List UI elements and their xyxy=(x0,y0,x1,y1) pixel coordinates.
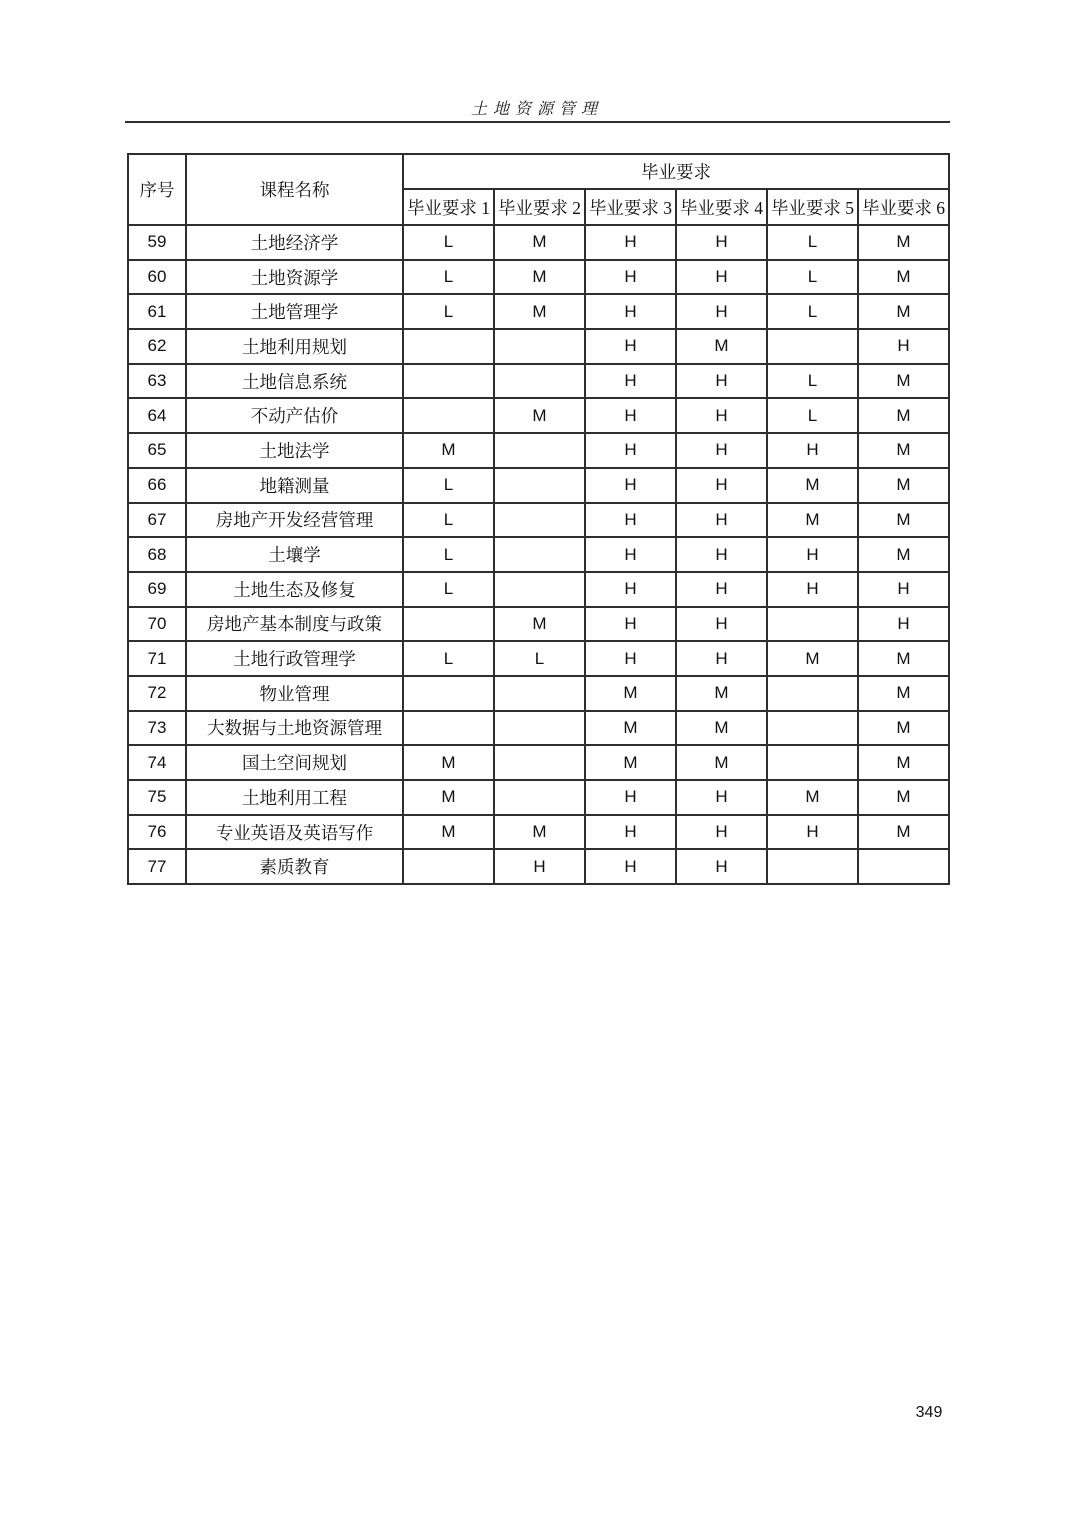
requirement-level-cell-req-3: H xyxy=(585,572,676,607)
course-name-cell: 土地利用规划 xyxy=(186,329,403,364)
course-name-cell: 土地利用工程 xyxy=(186,780,403,815)
requirement-level-cell-req-3: M xyxy=(585,711,676,746)
requirement-level-cell-req-2: M xyxy=(494,607,585,642)
table-row xyxy=(128,364,949,399)
requirement-level-cell-req-5 xyxy=(767,607,858,642)
course-seq-cell: 74 xyxy=(128,745,186,780)
requirement-level-cell-req-4: H xyxy=(676,364,767,399)
requirement-level-cell-req-3: H xyxy=(585,364,676,399)
course-name-cell: 土壤学 xyxy=(186,537,403,572)
requirement-level-cell-req-5: H xyxy=(767,433,858,468)
requirement-level-cell-req-5: H xyxy=(767,815,858,850)
table-row xyxy=(128,815,949,850)
column-header-req-3: 毕业要求 3 xyxy=(585,189,676,225)
course-seq-cell: 77 xyxy=(128,849,186,884)
table-row xyxy=(128,849,949,884)
column-header-req-5: 毕业要求 5 xyxy=(767,189,858,225)
requirement-level-cell-req-6: M xyxy=(858,537,949,572)
course-name-cell: 土地行政管理学 xyxy=(186,641,403,676)
course-seq-cell: 73 xyxy=(128,711,186,746)
column-header-req-4: 毕业要求 4 xyxy=(676,189,767,225)
requirement-level-cell-req-2 xyxy=(494,780,585,815)
requirement-level-cell-req-4: H xyxy=(676,780,767,815)
requirement-level-cell-req-6: M xyxy=(858,364,949,399)
requirement-level-cell-req-1: L xyxy=(403,537,494,572)
column-header-req-1: 毕业要求 1 xyxy=(403,189,494,225)
requirement-level-cell-req-2: M xyxy=(494,398,585,433)
requirement-level-cell-req-3: H xyxy=(585,225,676,260)
requirement-level-cell-req-6: M xyxy=(858,780,949,815)
course-seq-cell: 72 xyxy=(128,676,186,711)
requirement-level-cell-req-5: M xyxy=(767,468,858,503)
column-header-req-2: 毕业要求 2 xyxy=(494,189,585,225)
table-row xyxy=(128,225,949,260)
table-row xyxy=(128,572,949,607)
requirement-level-cell-req-2 xyxy=(494,745,585,780)
requirement-level-cell-req-2 xyxy=(494,433,585,468)
requirement-level-cell-req-4: M xyxy=(676,711,767,746)
column-header-group: 毕业要求 xyxy=(403,154,949,189)
table-row xyxy=(128,537,949,572)
course-seq-cell: 76 xyxy=(128,815,186,850)
requirement-level-cell-req-5: L xyxy=(767,294,858,329)
requirement-level-cell-req-3: H xyxy=(585,815,676,850)
requirement-level-cell-req-6: H xyxy=(858,607,949,642)
requirement-level-cell-req-4: H xyxy=(676,849,767,884)
requirement-level-cell-req-6: M xyxy=(858,745,949,780)
table-body xyxy=(128,225,949,884)
course-seq-cell: 63 xyxy=(128,364,186,399)
requirement-level-cell-req-1 xyxy=(403,849,494,884)
course-seq-cell: 65 xyxy=(128,433,186,468)
course-name-cell: 房地产开发经营管理 xyxy=(186,503,403,538)
requirement-level-cell-req-5: M xyxy=(767,641,858,676)
requirement-level-cell-req-4: H xyxy=(676,641,767,676)
requirement-level-cell-req-1 xyxy=(403,711,494,746)
table-row xyxy=(128,329,949,364)
requirement-level-cell-req-1: M xyxy=(403,433,494,468)
requirement-level-cell-req-1: L xyxy=(403,294,494,329)
table-row xyxy=(128,745,949,780)
requirement-level-cell-req-5: L xyxy=(767,364,858,399)
requirement-level-cell-req-3: M xyxy=(585,676,676,711)
requirement-level-cell-req-3: H xyxy=(585,398,676,433)
requirement-level-cell-req-5 xyxy=(767,849,858,884)
requirement-level-cell-req-1: L xyxy=(403,468,494,503)
requirement-level-cell-req-5: L xyxy=(767,260,858,295)
requirement-level-cell-req-4: M xyxy=(676,676,767,711)
requirement-level-cell-req-4: H xyxy=(676,607,767,642)
requirement-level-cell-req-3: H xyxy=(585,780,676,815)
requirement-level-cell-req-5: H xyxy=(767,572,858,607)
requirement-level-cell-req-6: H xyxy=(858,572,949,607)
requirement-level-cell-req-5: M xyxy=(767,503,858,538)
requirement-level-cell-req-4: H xyxy=(676,294,767,329)
course-seq-cell: 60 xyxy=(128,260,186,295)
curriculum-requirements-table xyxy=(127,153,950,885)
requirement-level-cell-req-5 xyxy=(767,745,858,780)
header-rule-divider xyxy=(125,121,950,123)
requirement-level-cell-req-3: H xyxy=(585,537,676,572)
requirement-level-cell-req-6: M xyxy=(858,503,949,538)
requirement-level-cell-req-3: H xyxy=(585,607,676,642)
requirement-level-cell-req-4: H xyxy=(676,815,767,850)
requirement-level-cell-req-6: M xyxy=(858,676,949,711)
table-row xyxy=(128,294,949,329)
course-name-cell: 土地管理学 xyxy=(186,294,403,329)
requirement-level-cell-req-5: L xyxy=(767,225,858,260)
requirement-level-cell-req-4: H xyxy=(676,468,767,503)
requirement-level-cell-req-2 xyxy=(494,468,585,503)
requirement-level-cell-req-1: L xyxy=(403,260,494,295)
requirement-level-cell-req-4: M xyxy=(676,745,767,780)
requirement-level-cell-req-1: M xyxy=(403,780,494,815)
course-name-cell: 物业管理 xyxy=(186,676,403,711)
course-seq-cell: 75 xyxy=(128,780,186,815)
requirement-level-cell-req-5 xyxy=(767,329,858,364)
course-name-cell: 大数据与土地资源管理 xyxy=(186,711,403,746)
requirement-level-cell-req-3: H xyxy=(585,260,676,295)
requirement-level-cell-req-4: H xyxy=(676,537,767,572)
column-header-req-6: 毕业要求 6 xyxy=(858,189,949,225)
requirement-level-cell-req-6: H xyxy=(858,329,949,364)
course-seq-cell: 64 xyxy=(128,398,186,433)
course-name-cell: 土地信息系统 xyxy=(186,364,403,399)
requirement-level-cell-req-4: H xyxy=(676,503,767,538)
table-row xyxy=(128,433,949,468)
requirement-level-cell-req-6: M xyxy=(858,815,949,850)
requirement-level-cell-req-1: L xyxy=(403,641,494,676)
requirement-level-cell-req-3: H xyxy=(585,849,676,884)
requirement-level-cell-req-2: H xyxy=(494,849,585,884)
column-header-seq: 序号 xyxy=(128,154,186,225)
requirement-level-cell-req-2 xyxy=(494,329,585,364)
course-seq-cell: 59 xyxy=(128,225,186,260)
requirement-level-cell-req-2: M xyxy=(494,260,585,295)
course-seq-cell: 68 xyxy=(128,537,186,572)
requirement-level-cell-req-2 xyxy=(494,503,585,538)
course-name-cell: 素质教育 xyxy=(186,849,403,884)
requirement-level-cell-req-4: H xyxy=(676,260,767,295)
table-row xyxy=(128,260,949,295)
requirement-level-cell-req-5: M xyxy=(767,780,858,815)
course-seq-cell: 62 xyxy=(128,329,186,364)
table-row xyxy=(128,676,949,711)
requirement-level-cell-req-1: L xyxy=(403,225,494,260)
requirement-level-cell-req-2 xyxy=(494,364,585,399)
requirement-level-cell-req-5 xyxy=(767,711,858,746)
requirement-level-cell-req-2: M xyxy=(494,815,585,850)
course-name-cell: 地籍测量 xyxy=(186,468,403,503)
requirement-level-cell-req-4: H xyxy=(676,433,767,468)
table-row xyxy=(128,503,949,538)
course-seq-cell: 66 xyxy=(128,468,186,503)
requirement-level-cell-req-2: M xyxy=(494,225,585,260)
course-name-cell: 不动产估价 xyxy=(186,398,403,433)
requirement-level-cell-req-2 xyxy=(494,572,585,607)
requirement-level-cell-req-2 xyxy=(494,711,585,746)
table-row xyxy=(128,468,949,503)
requirement-level-cell-req-1 xyxy=(403,607,494,642)
course-seq-cell: 69 xyxy=(128,572,186,607)
requirement-level-cell-req-6: M xyxy=(858,225,949,260)
course-name-cell: 土地经济学 xyxy=(186,225,403,260)
table-row xyxy=(128,780,949,815)
requirement-level-cell-req-6: M xyxy=(858,468,949,503)
course-seq-cell: 67 xyxy=(128,503,186,538)
requirement-level-cell-req-1 xyxy=(403,329,494,364)
course-name-cell: 专业英语及英语写作 xyxy=(186,815,403,850)
requirement-level-cell-req-6: M xyxy=(858,398,949,433)
course-seq-cell: 61 xyxy=(128,294,186,329)
requirement-level-cell-req-3: H xyxy=(585,294,676,329)
page-number: 349 xyxy=(915,1404,943,1421)
requirement-level-cell-req-6 xyxy=(858,849,949,884)
table-row xyxy=(128,607,949,642)
requirement-level-cell-req-3: H xyxy=(585,641,676,676)
course-name-cell: 土地生态及修复 xyxy=(186,572,403,607)
requirement-level-cell-req-1: L xyxy=(403,572,494,607)
course-name-cell: 土地资源学 xyxy=(186,260,403,295)
requirement-level-cell-req-3: H xyxy=(585,503,676,538)
column-header-course: 课程名称 xyxy=(186,154,403,225)
requirement-level-cell-req-1: M xyxy=(403,745,494,780)
requirement-level-cell-req-4: H xyxy=(676,225,767,260)
course-seq-cell: 70 xyxy=(128,607,186,642)
table-row xyxy=(128,641,949,676)
requirement-level-cell-req-4: H xyxy=(676,398,767,433)
requirement-level-cell-req-1: M xyxy=(403,815,494,850)
requirement-level-cell-req-2: L xyxy=(494,641,585,676)
requirement-level-cell-req-5: L xyxy=(767,398,858,433)
requirement-level-cell-req-3: H xyxy=(585,433,676,468)
requirement-level-cell-req-4: M xyxy=(676,329,767,364)
requirement-level-cell-req-1 xyxy=(403,398,494,433)
requirement-level-cell-req-1: L xyxy=(403,503,494,538)
requirement-level-cell-req-3: H xyxy=(585,468,676,503)
course-seq-cell: 71 xyxy=(128,641,186,676)
course-name-cell: 房地产基本制度与政策 xyxy=(186,607,403,642)
table-row xyxy=(128,711,949,746)
requirement-level-cell-req-3: M xyxy=(585,745,676,780)
requirement-level-cell-req-6: M xyxy=(858,433,949,468)
requirement-level-cell-req-6: M xyxy=(858,641,949,676)
requirement-level-cell-req-2 xyxy=(494,537,585,572)
requirement-level-cell-req-5 xyxy=(767,676,858,711)
requirement-level-cell-req-6: M xyxy=(858,711,949,746)
running-header-title: 土地资源管理 xyxy=(470,101,603,118)
requirement-level-cell-req-3: H xyxy=(585,329,676,364)
requirement-level-cell-req-1 xyxy=(403,364,494,399)
requirement-level-cell-req-6: M xyxy=(858,294,949,329)
requirement-level-cell-req-6: M xyxy=(858,260,949,295)
course-name-cell: 土地法学 xyxy=(186,433,403,468)
requirement-level-cell-req-2: M xyxy=(494,294,585,329)
requirement-level-cell-req-2 xyxy=(494,676,585,711)
requirement-level-cell-req-1 xyxy=(403,676,494,711)
course-name-cell: 国土空间规划 xyxy=(186,745,403,780)
requirement-level-cell-req-4: H xyxy=(676,572,767,607)
table-row xyxy=(128,398,949,433)
requirement-level-cell-req-5: H xyxy=(767,537,858,572)
